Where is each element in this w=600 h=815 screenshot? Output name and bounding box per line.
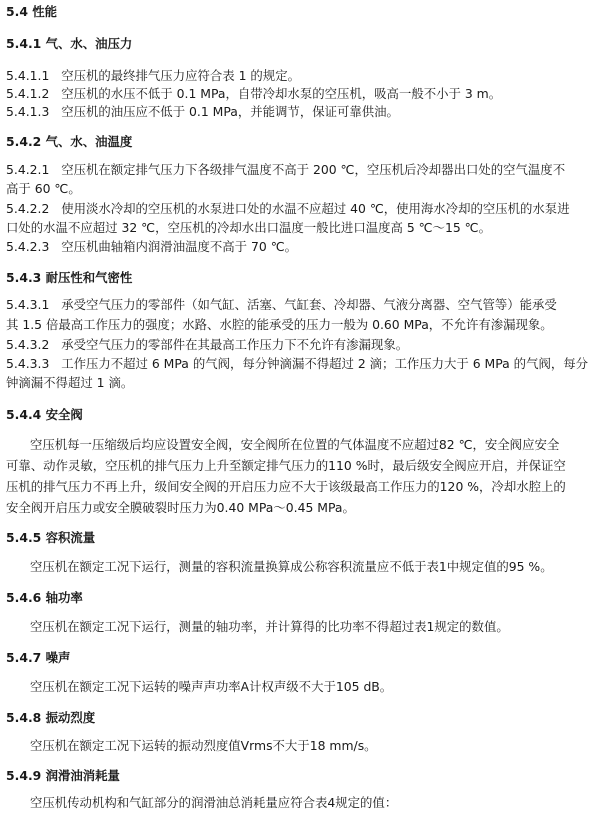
heading-5-4-8: 5.4.8 振动烈度 — [6, 710, 96, 725]
safety-valve-line-3: 压机的排气压力不再上升，级间安全阀的开启压力应不大于该级最高工作压力的120 %，冷却水腔上的 — [6, 479, 566, 494]
heading-5-4-3: 5.4.3 耐压性和气密性 — [6, 270, 133, 285]
heading-5-4-9: 5.4.9 润滑油消耗量 — [6, 768, 120, 783]
clause-text: 空压机的油压应不低于 0.1 MPa，并能调节，保证可靠供油。 — [61, 104, 399, 119]
lube-oil-paragraph: 空压机传动机构和气缸部分的润滑油总消耗量应符合表4规定的值： — [30, 795, 398, 810]
clause-number: 5.4.2.2 — [6, 201, 50, 216]
clause-5-4-2-2-cont: 口处的水温不应超过 32 ℃，空压机的冷却水出口温度一般比进口温度高 5 ℃～15 ℃。 — [6, 220, 491, 235]
clause-5-4-2-3 — [6, 239, 594, 255]
clause-number: 5.4.2.3 — [6, 239, 50, 254]
noise-paragraph: 空压机在额定工况下运转的噪声声功率A计权声级不大于105 dB。 — [30, 679, 393, 694]
clause-5-4-3-1-cont: 其 1.5 倍最高工作压力的强度；水路、水腔的能承受的压力一般为 0.60 MPa，不允许有渗漏现象。 — [6, 317, 553, 332]
clause-5-4-2-1-cont: 高于 60 ℃。 — [6, 181, 81, 196]
clause-number: 5.4.1.3 — [6, 104, 50, 119]
clause-number: 5.4.3.2 — [6, 337, 50, 352]
clause-number: 5.4.3.1 — [6, 297, 50, 312]
clause-5-4-2-2 — [6, 201, 594, 217]
heading-5-4-1: 5.4.1 气、水、油压力 — [6, 36, 133, 51]
clause-5-4-1-3 — [6, 104, 594, 120]
heading-5-4-4: 5.4.4 安全阀 — [6, 407, 83, 422]
clause-5-4-2-1 — [6, 162, 594, 178]
clause-5-4-3-3 — [6, 356, 594, 372]
clause-5-4-1-2 — [6, 86, 594, 102]
section-title: 5.4 性能 — [6, 4, 58, 19]
clause-text: 空压机曲轴箱内润滑油温度不高于 70 ℃。 — [61, 239, 297, 254]
heading-5-4-2: 5.4.2 气、水、油温度 — [6, 134, 133, 149]
clause-text: 空压机的最终排气压力应符合表 1 的规定。 — [61, 68, 300, 83]
shaft-power-paragraph: 空压机在额定工况下运行，测量的轴功率，并计算得的比功率不得超过表1规定的数值。 — [30, 619, 509, 634]
clause-text: 工作压力不超过 6 MPa 的气阀，每分钟滴漏不得超过 2 滴；工作压力大于 6 MPa 的气阀，每分 — [61, 356, 589, 371]
clause-number: 5.4.1.2 — [6, 86, 50, 101]
clause-5-4-3-2 — [6, 337, 594, 353]
flow-paragraph: 空压机在额定工况下运行，测量的容积流量换算成公称容积流量应不低于表1中规定值的95 %。 — [30, 559, 553, 574]
clause-5-4-3-3-cont: 钟滴漏不得超过 1 滴。 — [6, 375, 134, 390]
vibration-paragraph: 空压机在额定工况下运转的振动烈度值Vrms不大于18 mm/s。 — [30, 738, 377, 753]
clause-text: 使用淡水冷却的空压机的水泵进口处的水温不应超过 40 ℃，使用海水冷却的空压机的水泵进 — [61, 201, 570, 216]
clause-5-4-3-1 — [6, 297, 594, 313]
heading-5-4-5: 5.4.5 容积流量 — [6, 530, 96, 545]
heading-5-4-7: 5.4.7 噪声 — [6, 650, 71, 665]
clause-5-4-1-1 — [6, 68, 594, 84]
clause-text: 空压机在额定排气压力下各级排气温度不高于 200 ℃，空压机后冷却器出口处的空气温度不 — [61, 162, 566, 177]
safety-valve-line-2: 可靠、动作灵敏，空压机的排气压力上升至额定排气压力的110 %时，最后级安全阀应开启，并保证空 — [6, 458, 566, 473]
clause-number: 5.4.2.1 — [6, 162, 50, 177]
clause-text: 空压机的水压不低于 0.1 MPa，自带冷却水泵的空压机，吸高一般不小于 3 m。 — [61, 86, 502, 101]
safety-valve-line-4: 安全阀开启压力或安全膜破裂时压力为0.40 MPa～0.45 MPa。 — [6, 500, 355, 515]
clause-text: 承受空气压力的零部件在其最高工作压力下不允许有渗漏现象。 — [61, 337, 409, 352]
clause-text: 承受空气压力的零部件（如气缸、活塞、气缸套、冷却器、气液分离器、空气管等）能承受 — [61, 297, 557, 312]
safety-valve-line-1: 空压机每一压缩级后均应设置安全阀，安全阀所在位置的气体温度不应超过82 ℃，安全阀应安全 — [30, 437, 560, 452]
clause-number: 5.4.3.3 — [6, 356, 50, 371]
heading-5-4-6: 5.4.6 轴功率 — [6, 590, 83, 605]
clause-number: 5.4.1.1 — [6, 68, 50, 83]
